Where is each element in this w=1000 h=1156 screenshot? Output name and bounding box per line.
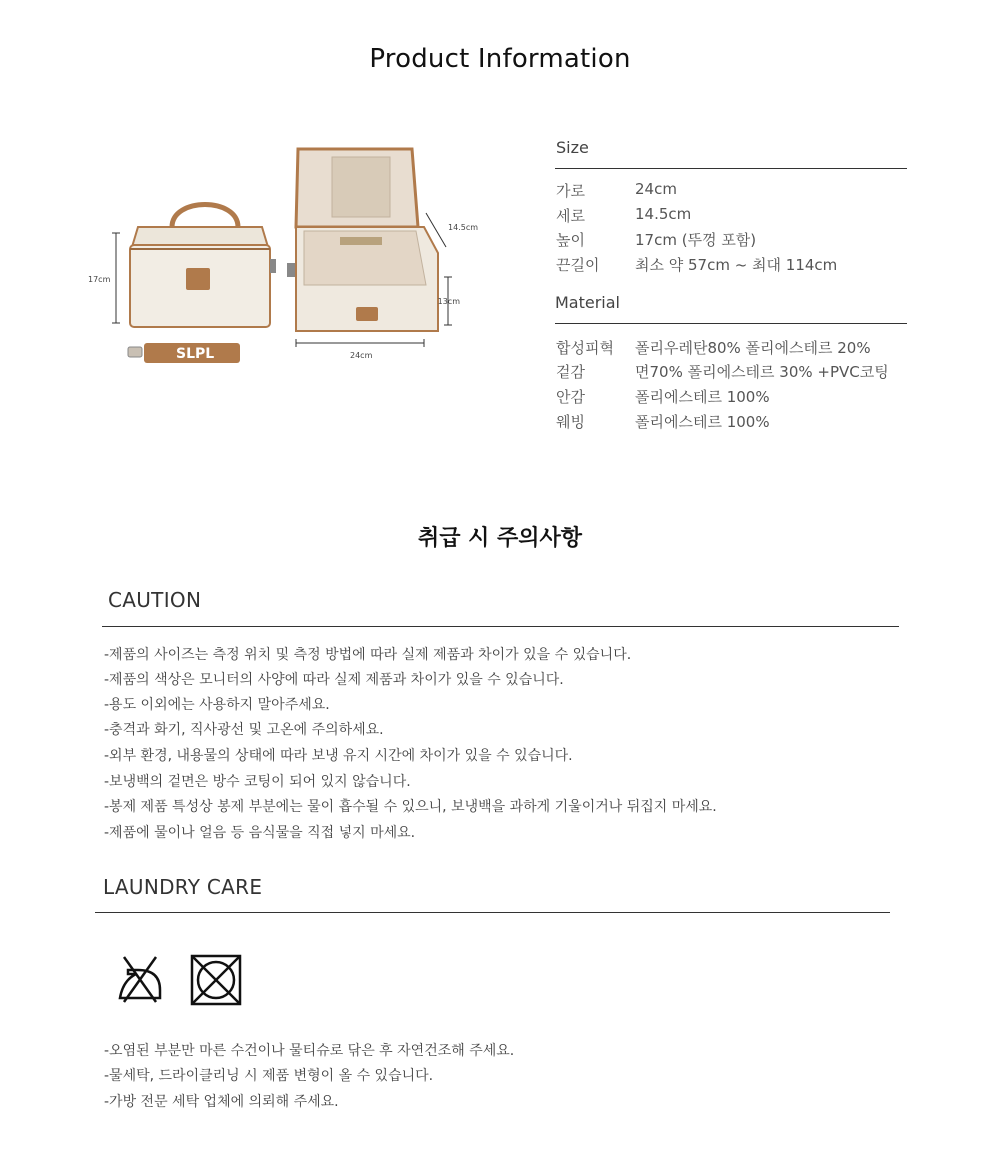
care-title: 취급 시 주의사항 <box>417 526 583 551</box>
material-row-label: 웨빙 <box>556 413 585 431</box>
caution-line: -제품에 물이나 얼음 등 음식물을 직접 넣지 마세요. <box>104 825 416 841</box>
material-row-value: 폴리에스테르 100% <box>635 388 770 406</box>
material-divider <box>555 323 907 324</box>
caution-heading: CAUTION <box>108 588 202 612</box>
strap-image <box>128 343 240 363</box>
caution-divider <box>102 626 899 627</box>
material-heading: Material <box>555 293 620 312</box>
laundry-divider <box>95 912 890 913</box>
no-tumble-dry-icon <box>190 954 242 1006</box>
dim-label-inner-height: 13cm <box>437 297 460 306</box>
material-row-value: 폴리에스테르 100% <box>635 413 770 431</box>
page-title: Product Information <box>369 44 631 74</box>
laundry-heading: LAUNDRY CARE <box>103 875 263 899</box>
caution-line: -충격과 화기, 직사광선 및 고온에 주의하세요. <box>104 722 384 738</box>
dim-label-depth: 14.5cm <box>448 223 479 232</box>
caution-line: -용도 이외에는 사용하지 말아주세요. <box>104 697 330 713</box>
dim-label-height: 17cm <box>88 275 111 284</box>
bag-drawing <box>80 135 460 375</box>
size-row-label: 세로 <box>556 207 585 225</box>
caution-line: -제품의 색상은 모니터의 사양에 따라 실제 제품과 차이가 있을 수 있습니다. <box>104 672 564 688</box>
material-row <box>556 337 906 357</box>
no-ironing-icon <box>116 954 164 1004</box>
size-row-value: 24cm <box>635 180 677 198</box>
material-row <box>556 411 906 431</box>
caution-line: -제품의 사이즈는 측정 위치 및 측정 방법에 따라 실제 제품과 차이가 있을 수 있습니다. <box>104 647 632 663</box>
material-row-label: 합성피혁 <box>556 339 614 357</box>
material-row-value: 면70% 폴리에스테르 30% +PVC코팅 <box>635 363 889 381</box>
size-row-value: 14.5cm <box>635 205 692 223</box>
product-illustration <box>80 135 479 375</box>
size-row-label: 높이 <box>556 231 585 249</box>
size-row <box>556 180 906 200</box>
size-divider <box>555 168 907 169</box>
material-row-label: 겉감 <box>556 363 585 381</box>
size-row-label: 끈길이 <box>556 256 600 274</box>
size-row-value: 최소 약 57cm ~ 최대 114cm <box>635 256 838 274</box>
laundry-line: -오염된 부분만 마른 수건이나 물티슈로 닦은 후 자연건조해 주세요. <box>104 1043 515 1059</box>
size-row <box>556 205 906 225</box>
material-row <box>556 386 906 406</box>
size-row-value: 17cm (뚜껑 포함) <box>635 231 757 249</box>
caution-line: -외부 환경, 내용물의 상태에 따라 보냉 유지 시간에 차이가 있을 수 있습니다. <box>104 748 573 764</box>
size-table <box>556 180 906 280</box>
caution-line: -봉제 제품 특성상 봉제 부분에는 물이 흡수될 수 있으니, 보냉백을 과하게 기울이거나 뒤집지 마세요. <box>104 799 717 815</box>
material-row <box>556 361 906 381</box>
dim-label-width: 24cm <box>350 351 373 360</box>
closed-bag-image <box>130 205 276 328</box>
material-row-label: 안감 <box>556 388 585 406</box>
open-bag-image <box>287 149 438 331</box>
laundry-line: -가방 전문 세탁 업체에 의뢰해 주세요. <box>104 1094 339 1110</box>
caution-line: -보냉백의 겉면은 방수 코팅이 되어 있지 않습니다. <box>104 774 411 790</box>
material-row-value: 폴리우레탄80% 폴리에스테르 20% <box>635 339 871 357</box>
size-row <box>556 229 906 249</box>
size-row-label: 가로 <box>556 182 585 200</box>
size-row <box>556 254 906 274</box>
laundry-line: -물세탁, 드라이클리닝 시 제품 변형이 올 수 있습니다. <box>104 1068 434 1084</box>
strap-logo: SLPL <box>176 346 215 362</box>
size-heading: Size <box>556 138 589 157</box>
material-table <box>556 337 906 437</box>
